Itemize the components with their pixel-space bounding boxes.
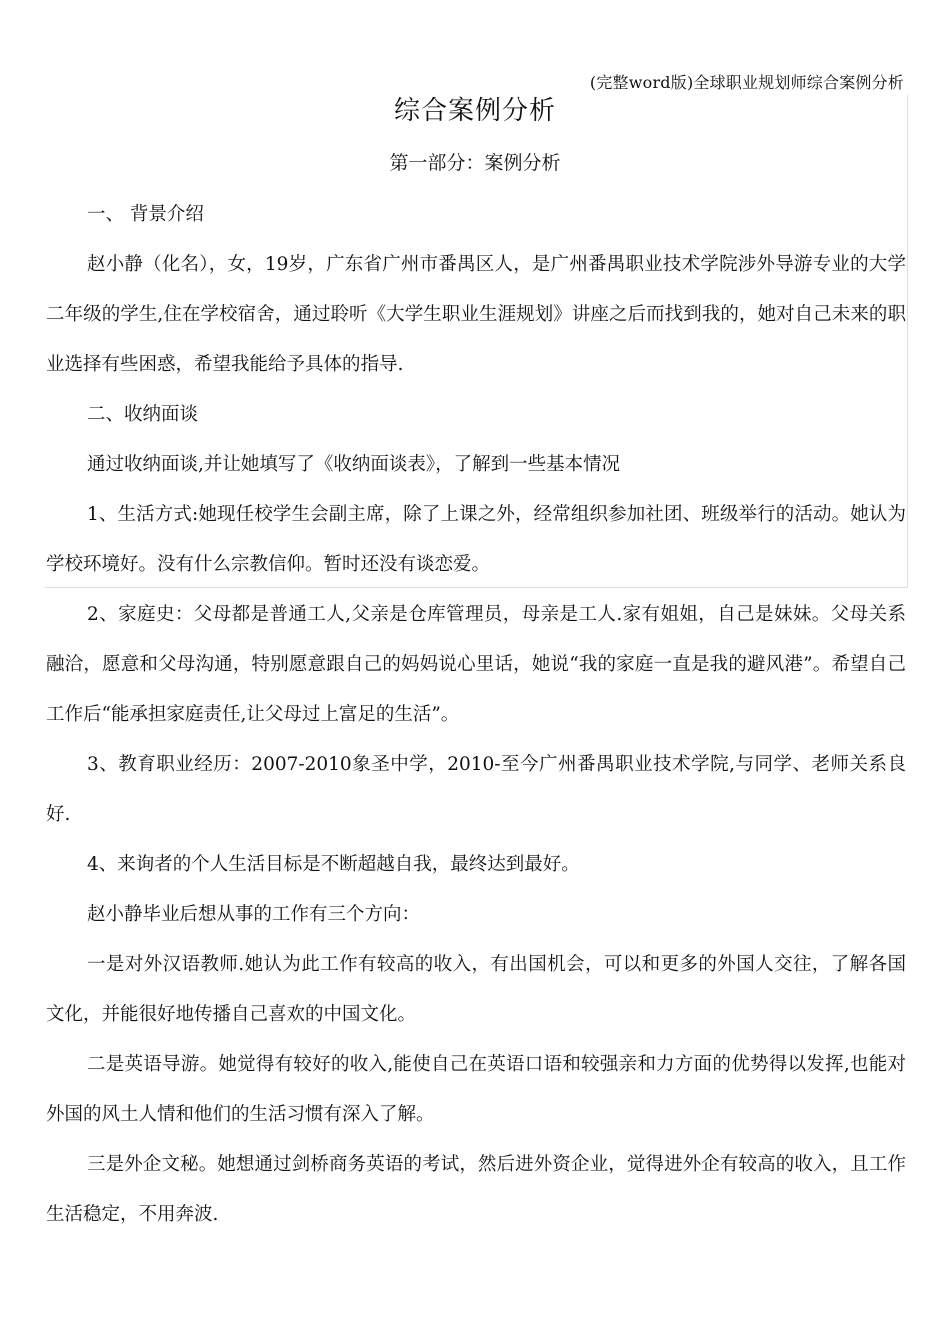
- paragraph-life-goal: 4、来询者的个人生活目标是不断超越自我，最终达到最好。: [87, 854, 580, 875]
- paragraph-lifestyle: 1、生活方式:她现任校学生会副主席，除了上课之外，经常组织参加社团、班级举行的活动。她认为学校环境好。没有什么宗教信仰。暂时还没有谈恋爱。: [46, 504, 906, 575]
- section-heading-background: 一、 背景介绍: [87, 204, 204, 225]
- paragraph-option-guide: 二是英语导游。她觉得有较好的收入,能使自己在英语口语和较强亲和力方面的优势得以发挥,也能对外国的风土人情和他们的生活习惯有深入了解。: [46, 1054, 906, 1125]
- document-body: [46, 190, 906, 1240]
- paragraph-intake-summary: 通过收纳面谈,并让她填写了《收纳面谈表》，了解到一些基本情况: [87, 454, 621, 475]
- paragraph-family-history: 2、家庭史：父母都是普通工人,父亲是仓库管理员，母亲是工人.家有姐姐，自己是妹妹。父母关系融洽，愿意和父母沟通，特别愿意跟自己的妈妈说心里话，她说“我的家庭一直是我的避风港”。希望自己工作后“能承担家庭责任,让父母过上富足的生活”。: [46, 604, 906, 725]
- paragraph-education-history: 3、教育职业经历：2007-2010象圣中学，2010-至今广州番禺职业技术学院,与同学、老师关系良好.: [46, 754, 906, 825]
- paragraph-option-secretary: 三是外企文秘。她想通过剑桥商务英语的考试，然后进外资企业，觉得进外企有较高的收入，且工作生活稳定，不用奔波.: [46, 1154, 906, 1225]
- document-title: 综合案例分析: [393, 96, 556, 126]
- paragraph-option-teacher: 一是对外汉语教师.她认为此工作有较高的收入，有出国机会，可以和更多的外国人交往，了解各国文化，并能很好地传播自己喜欢的中国文化。: [46, 954, 906, 1025]
- paragraph-background-intro: 赵小静（化名），女，19岁，广东省广州市番禺区人，是广州番禺职业技术学院涉外导游专业的大学二年级的学生,住在学校宿舍，通过聆听《大学生职业生涯规划》讲座之后而找到我的，她对自己未来的职业选择有些困惑，希望我能给予具体的指导.: [46, 254, 906, 375]
- paragraph-career-directions: 赵小静毕业后想从事的工作有三个方向：: [87, 904, 421, 925]
- section-subtitle: 第一部分：案例分析: [389, 152, 561, 174]
- running-header: (完整word版)全球职业规划师综合案例分析: [589, 73, 904, 92]
- section-heading-intake-interview: 二、收纳面谈: [87, 404, 199, 425]
